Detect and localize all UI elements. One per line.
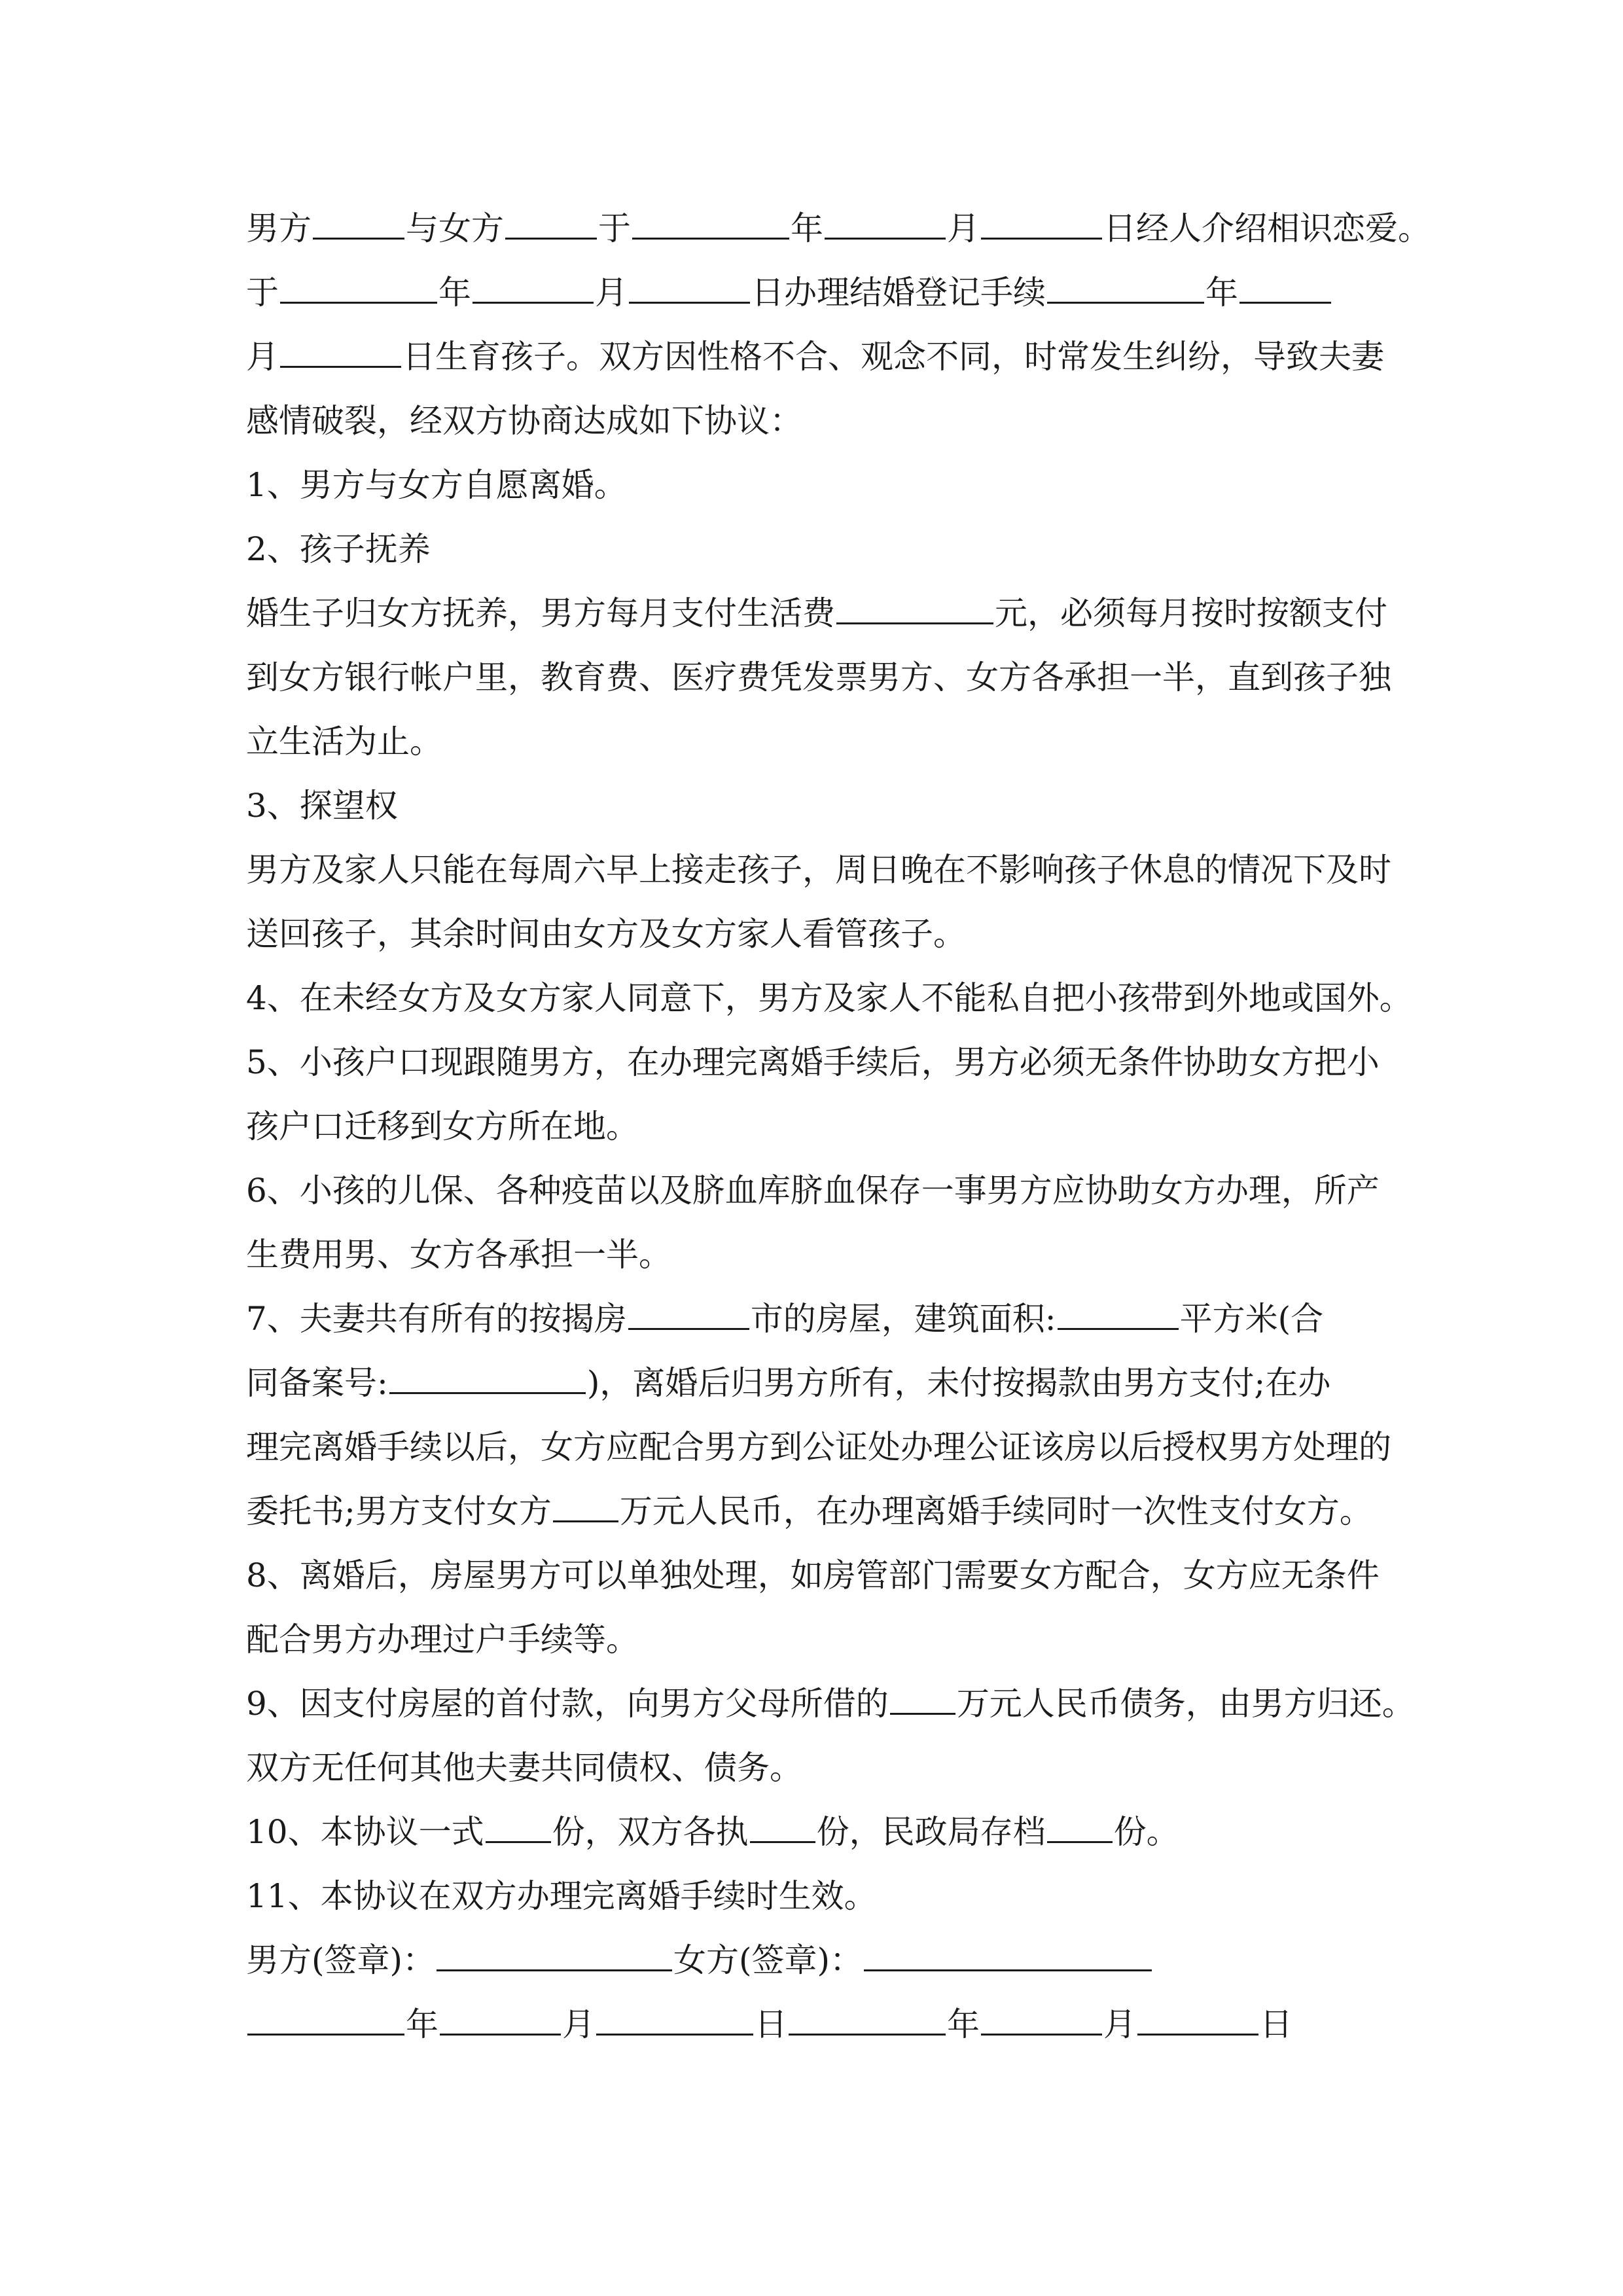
blank-field[interactable] — [440, 1996, 561, 2036]
text: 月 — [562, 2005, 595, 2043]
text-line — [246, 196, 1431, 260]
text-line — [246, 1479, 1398, 1543]
text: 7、夫妻共有所有的按揭房 — [246, 1300, 627, 1338]
clause-1: 1、男方与女方自愿离婚。 — [246, 466, 627, 504]
clause-7 — [246, 1287, 1398, 1351]
text-line: 男方及家人只能在每周六早上接走孩子，周日晚在不影响孩子休息的情况下及时 — [246, 851, 1391, 889]
text: 年 — [406, 2005, 438, 2043]
text: 日经人介绍相识恋爱。 — [1103, 209, 1431, 247]
text: 婚生子归女方抚养，男方每月支付生活费 — [246, 594, 835, 632]
clause-10 — [246, 1800, 1398, 1864]
blank-field[interactable] — [628, 1290, 749, 1330]
blank-field[interactable] — [981, 1996, 1102, 2036]
blank-field[interactable] — [1137, 1996, 1258, 2036]
female-signature-field[interactable] — [864, 1931, 1152, 1971]
blank-field[interactable] — [1240, 264, 1331, 304]
blank-field[interactable] — [280, 264, 437, 304]
text: 年 — [438, 274, 471, 312]
clause-4: 4、在未经女方及女方家人同意下，男方及家人不能私自把小孩带到外地或国外。 — [246, 979, 1412, 1017]
blank-field[interactable] — [1047, 264, 1204, 304]
male-signature-field[interactable] — [437, 1931, 672, 1971]
text: 于 — [246, 274, 279, 312]
text: 平方米(合 — [1179, 1300, 1324, 1338]
blank-field[interactable] — [1047, 1803, 1113, 1843]
text-line — [246, 1351, 1398, 1415]
signature-line — [246, 1928, 1398, 1992]
text: 日 — [755, 2005, 787, 2043]
text: 男方(签章)： — [246, 1941, 436, 1979]
text: 市的房屋，建筑面积: — [750, 1300, 1056, 1338]
text-line: 立生活为止。 — [246, 723, 442, 761]
blank-field[interactable] — [553, 1482, 618, 1522]
blank-field[interactable] — [789, 1996, 946, 2036]
text-line — [246, 325, 1398, 389]
text: 元，必须每月按时按额支付 — [995, 594, 1387, 632]
text: 万元人民币，在办理离婚手续同时一次性支付女方。 — [619, 1492, 1372, 1530]
text: 年 — [791, 209, 823, 247]
text: 月 — [595, 274, 628, 312]
text-line: 感情破裂，经双方协商达成如下协议： — [246, 402, 802, 440]
text: 与女方 — [406, 209, 504, 247]
clause-8: 8、离婚后，房屋男方可以单独处理，如房管部门需要女方配合，女方应无条件 — [246, 1556, 1380, 1594]
clause-9 — [246, 1672, 1415, 1736]
text: 份，民政局存档 — [816, 1813, 1046, 1851]
text: 份。 — [1113, 1813, 1179, 1851]
blank-field[interactable] — [505, 200, 597, 240]
blank-field[interactable] — [596, 1996, 753, 2036]
blank-field[interactable] — [890, 1675, 955, 1715]
text: 女方(签章)： — [673, 1941, 863, 1979]
text: 同备案号: — [246, 1364, 388, 1402]
text-line: 双方无任何其他夫妻共同债权、债务。 — [246, 1749, 802, 1787]
text: 日办理结婚登记手续 — [751, 274, 1046, 312]
text: )，离婚后归男方所有，未付按揭款由男方支付;在办 — [586, 1364, 1331, 1402]
text: 日 — [1260, 2005, 1293, 2043]
text: 份，双方各执 — [552, 1813, 749, 1851]
text: 万元人民币债务，由男方归还。 — [956, 1685, 1415, 1723]
blank-field[interactable] — [825, 200, 946, 240]
clause-2-heading: 2、孩子抚养 — [246, 530, 431, 568]
text-line: 配合男方办理过户手续等。 — [246, 1621, 639, 1659]
clause-6: 6、小孩的儿保、各种疫苗以及脐血库脐血保存一事男方应协助女方办理，所产 — [246, 1172, 1380, 1210]
text: 月 — [947, 209, 980, 247]
text: 9、因支付房屋的首付款，向男方父母所借的 — [246, 1685, 889, 1723]
text: 年 — [947, 2005, 980, 2043]
text: 年 — [1205, 274, 1238, 312]
blank-field[interactable] — [836, 584, 993, 624]
text-line: 到女方银行帐户里，教育费、医疗费凭发票男方、女方各承担一半，直到孩子独 — [246, 658, 1391, 696]
date-line — [246, 1992, 1398, 2056]
agreement-body — [246, 196, 1431, 2056]
text: 月 — [246, 338, 279, 376]
blank-field[interactable] — [473, 264, 594, 304]
blank-field[interactable] — [389, 1354, 586, 1394]
text-line: 孩户口迁移到女方所在地。 — [246, 1107, 639, 1145]
text-line: 生费用男、女方各承担一半。 — [246, 1236, 671, 1274]
clause-3-heading: 3、探望权 — [246, 787, 398, 825]
blank-field[interactable] — [750, 1803, 815, 1843]
text-line — [246, 581, 1398, 645]
blank-field[interactable] — [1058, 1290, 1179, 1330]
blank-field[interactable] — [629, 264, 750, 304]
text: 10、本协议一式 — [246, 1813, 484, 1851]
blank-field[interactable] — [632, 200, 789, 240]
text: 于 — [598, 209, 631, 247]
blank-field[interactable] — [280, 328, 401, 368]
text: 月 — [1103, 2005, 1136, 2043]
blank-field[interactable] — [247, 1996, 404, 2036]
blank-field[interactable] — [486, 1803, 551, 1843]
clause-11: 11、本协议在双方办理完离婚手续时生效。 — [246, 1877, 877, 1915]
text-line — [246, 260, 1398, 325]
blank-field[interactable] — [313, 200, 404, 240]
text: 日生育孩子。双方因性格不合、观念不同，时常发生纠纷，导致夫妻 — [402, 338, 1384, 376]
clause-5: 5、小孩户口现跟随男方，在办理完离婚手续后，男方必须无条件协助女方把小 — [246, 1043, 1380, 1081]
text-line: 送回孩子，其余时间由女方及女方家人看管孩子。 — [246, 915, 966, 953]
text-line: 理完离婚手续以后，女方应配合男方到公证处办理公证该房以后授权男方处理的 — [246, 1428, 1391, 1466]
text: 男方 — [246, 209, 312, 247]
text: 委托书;男方支付女方 — [246, 1492, 552, 1530]
blank-field[interactable] — [981, 200, 1102, 240]
